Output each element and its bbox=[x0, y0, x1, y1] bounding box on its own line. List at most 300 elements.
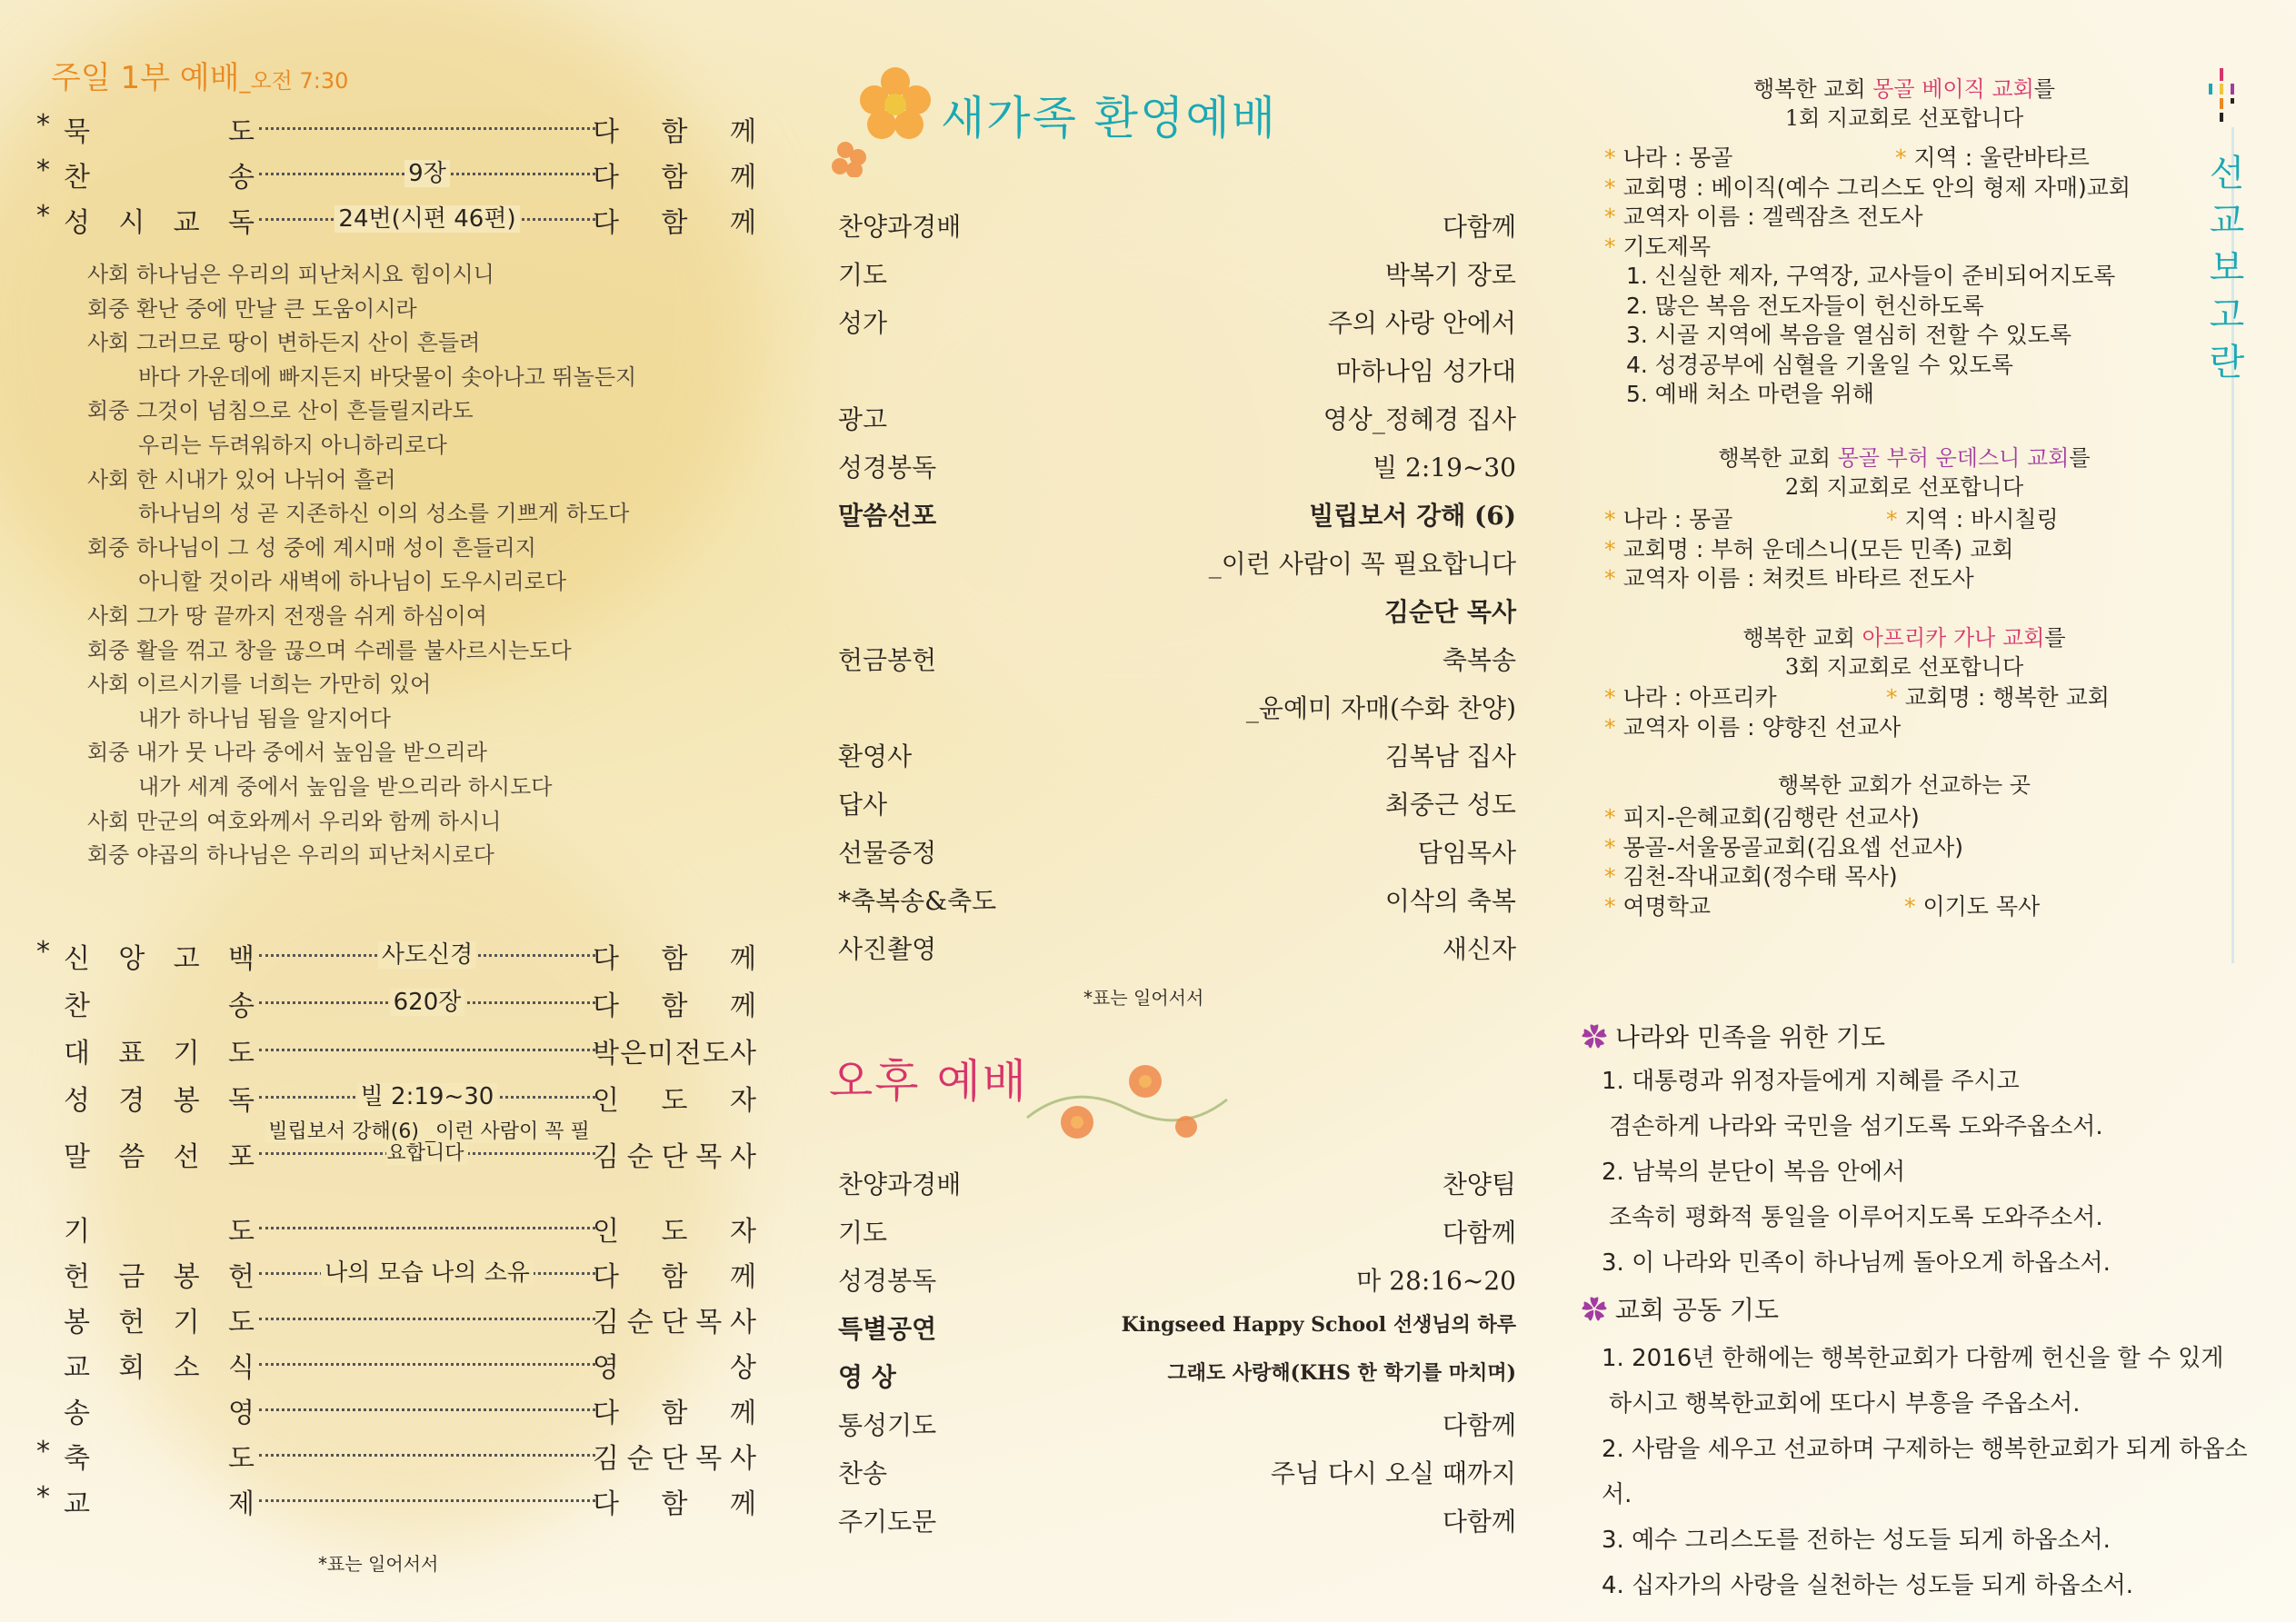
char: 시 bbox=[118, 207, 145, 239]
service-detail: 박복기 장로 bbox=[1384, 260, 1516, 290]
cross-logo-icon bbox=[2204, 64, 2241, 145]
char: 헌 bbox=[118, 1307, 145, 1338]
service-item: 찬송 bbox=[838, 1458, 888, 1488]
psalm-line: 사회 한 시내가 있어 나뉘어 흘러 bbox=[87, 466, 396, 493]
service-row bbox=[838, 1165, 1516, 1205]
dotted-leader bbox=[259, 1049, 595, 1051]
prayer-line: 3. 예수 그리스도를 전하는 성도들 되게 하옵소서. bbox=[1602, 1527, 2111, 1554]
order-item-detail bbox=[259, 983, 595, 1017]
mission-place bbox=[1604, 892, 2195, 922]
psalm-line: 우리는 두려워하지 아니하리로다 bbox=[138, 432, 447, 458]
char: 목 bbox=[695, 1307, 723, 1338]
dotted-leader bbox=[259, 1499, 595, 1502]
char: 께 bbox=[730, 207, 756, 239]
service-item: 환영사 bbox=[838, 741, 913, 771]
service-item: 통성기도 bbox=[838, 1410, 937, 1440]
psalm-line: 내가 하나님 됨을 알지어다 bbox=[138, 705, 391, 731]
char: 말 bbox=[64, 1141, 90, 1173]
char: 목 bbox=[695, 1443, 723, 1475]
order-item-name bbox=[64, 1078, 255, 1118]
star-mark: * bbox=[1604, 863, 1623, 890]
order-row bbox=[36, 109, 756, 148]
char: 함 bbox=[661, 943, 688, 975]
char: 성 bbox=[64, 1085, 90, 1117]
order-item-detail bbox=[259, 154, 595, 188]
service-row bbox=[838, 1502, 1516, 1542]
order-item-leader bbox=[593, 200, 756, 240]
order-item-leader bbox=[593, 1254, 756, 1294]
order-item-detail bbox=[259, 936, 595, 970]
char: 앙 bbox=[118, 943, 145, 975]
psalm-line: 바다 가운데에 빠지든지 바닷물이 솟아나고 뛰놀든지 bbox=[138, 363, 637, 390]
prayer-topic: 3. 시골 지역에 복음을 열심히 전할 수 있도록 bbox=[1626, 322, 2072, 348]
order-item-leader bbox=[593, 1436, 756, 1476]
char: 도 bbox=[228, 1216, 255, 1248]
order-item-detail bbox=[259, 1078, 595, 1111]
service-row bbox=[838, 304, 1516, 343]
order-row bbox=[36, 983, 756, 1022]
service-item: 기도 bbox=[838, 260, 888, 290]
char: 도 bbox=[228, 1443, 255, 1475]
order-row bbox=[36, 1299, 756, 1338]
psalm-line: 사회 만군의 여호와께서 우리와 함께 하시니 bbox=[87, 808, 502, 834]
mission-place bbox=[1604, 803, 2195, 833]
psalm-line: 회중 내가 뭇 나라 중에서 높임을 받으리라 bbox=[87, 740, 487, 766]
service-detail: 새신자 bbox=[1442, 934, 1516, 964]
char: 김 bbox=[593, 1443, 619, 1475]
service-detail: Kingseed Happy School 선생님의 하루 bbox=[1121, 1313, 1516, 1337]
service-detail: 김복남 집사 bbox=[1384, 741, 1516, 771]
order-row bbox=[36, 154, 756, 194]
prayer-line: 조속히 평화적 통일을 이루어지도록 도와주소서. bbox=[1609, 1204, 2103, 1231]
char: 께 bbox=[730, 990, 756, 1022]
service-detail: 담임목사 bbox=[1417, 838, 1516, 868]
service-detail: 다함께 bbox=[1442, 212, 1516, 242]
service-row bbox=[838, 448, 1516, 488]
service-row bbox=[838, 400, 1516, 440]
char: 표 bbox=[118, 1038, 145, 1070]
service-detail: 빌립보서 강해 (6) bbox=[1309, 501, 1516, 531]
char: 전 bbox=[674, 1038, 702, 1070]
service-item: 말씀선포 bbox=[838, 501, 937, 531]
order-item-name bbox=[64, 1254, 255, 1294]
char: 께 bbox=[730, 116, 756, 148]
mission-place-text: 몽골-서울몽골교회(김요셉 선교사) bbox=[1622, 833, 1964, 861]
char: 함 bbox=[661, 162, 688, 194]
char: 다 bbox=[593, 1261, 619, 1293]
char: 선 bbox=[173, 1141, 200, 1173]
char: 미 bbox=[647, 1038, 674, 1070]
char: 단 bbox=[661, 1443, 688, 1475]
service-detail: _이런 사람이 꼭 필요합니다 bbox=[1208, 549, 1516, 579]
service-item: 찬양과경배 bbox=[838, 212, 962, 242]
dotted-leader bbox=[259, 1318, 595, 1320]
prayer-line: 겸손하게 나라와 국민을 섬기도록 도와주옵소서. bbox=[1609, 1113, 2103, 1140]
detail-text: 9장 bbox=[404, 160, 450, 187]
mission-place-text: 여명학교 bbox=[1622, 892, 1712, 920]
title-char: 란 bbox=[2209, 342, 2245, 383]
service-row bbox=[838, 1358, 1516, 1398]
psalm-line: 회중 그것이 넘침으로 산이 흔들릴지라도 bbox=[87, 398, 474, 424]
order-row bbox=[36, 1436, 756, 1475]
prayer-line: 3. 이 나라와 민족이 하나님께 돌아오게 하옵소서. bbox=[1602, 1249, 2111, 1277]
order-item-name bbox=[64, 1436, 255, 1476]
service-detail: 주님 다시 오실 때까지 bbox=[1270, 1458, 1516, 1488]
order-row bbox=[36, 1030, 756, 1070]
dotted-leader bbox=[259, 1408, 595, 1411]
flower-bullet-icon: ✿ bbox=[1582, 1295, 1608, 1325]
national-prayer-list bbox=[1582, 1059, 2254, 1286]
psalm-line: 하나님의 성 곧 지존하신 이의 성소를 기쁘게 하도다 bbox=[138, 501, 630, 527]
char: 교 bbox=[64, 1488, 90, 1520]
char: 독 bbox=[227, 1085, 255, 1117]
order-item-detail bbox=[259, 1254, 595, 1288]
order-item-name bbox=[64, 1030, 255, 1070]
star-mark: * bbox=[1604, 833, 1623, 861]
char: 백 bbox=[227, 943, 255, 975]
service-detail: 주의 사랑 안에서 bbox=[1327, 308, 1516, 338]
detail-text: 빌 2:19~30 bbox=[357, 1083, 498, 1110]
char: 순 bbox=[626, 1443, 654, 1475]
order-item-leader bbox=[593, 1134, 756, 1174]
service-detail: 이삭의 축복 bbox=[1384, 886, 1516, 916]
char: 금 bbox=[118, 1261, 145, 1293]
service-detail: 축복송 bbox=[1442, 645, 1516, 675]
order-item-name bbox=[64, 1481, 255, 1521]
order-row bbox=[36, 936, 756, 975]
service-row bbox=[838, 1406, 1516, 1446]
char: 사 bbox=[730, 1141, 756, 1173]
char: 단 bbox=[661, 1141, 688, 1173]
char: 도 bbox=[227, 1307, 255, 1338]
char: 김 bbox=[593, 1141, 619, 1173]
order-row bbox=[36, 1120, 756, 1173]
order-item-leader bbox=[593, 1078, 756, 1118]
char: 다 bbox=[593, 116, 619, 148]
char: 도 bbox=[702, 1038, 729, 1070]
char: 도 bbox=[661, 1216, 688, 1248]
order-row bbox=[36, 1481, 756, 1520]
char: 다 bbox=[593, 990, 619, 1022]
psalm-line: 회중 활을 꺾고 창을 끊으며 수레를 불사르시는도다 bbox=[87, 637, 572, 663]
char: 헌 bbox=[227, 1261, 255, 1293]
order-item-name bbox=[64, 1390, 255, 1430]
church-1-heading: 행복한 교회 몽골 베이직 교회를 1회 지교회로 선포합니다 bbox=[1753, 76, 2055, 131]
prayer-line: 2. 사람을 세우고 선교하며 구제하는 행복한교회가 되게 하옵소서. bbox=[1602, 1436, 2248, 1508]
service-detail: 다함께 bbox=[1442, 1507, 1516, 1537]
char: 함 bbox=[661, 1488, 688, 1520]
service-detail: 마 28:16~20 bbox=[1356, 1266, 1516, 1296]
detail-text: 620장 bbox=[390, 989, 465, 1016]
service-item: 기도 bbox=[838, 1218, 888, 1248]
responsive-reading bbox=[87, 258, 742, 873]
welcome-service-title: 새가족 환영예배 bbox=[941, 92, 1277, 144]
char: 순 bbox=[626, 1141, 654, 1173]
star-mark: * bbox=[1604, 892, 1623, 920]
mission-place bbox=[1604, 862, 2195, 892]
afternoon-service-title: 오후 예배 bbox=[829, 1055, 1029, 1108]
char: 독 bbox=[227, 207, 255, 239]
char: 자 bbox=[730, 1216, 756, 1248]
service-row bbox=[838, 1309, 1516, 1349]
service-item: 성가 bbox=[838, 308, 888, 338]
psalm-line: 회중 환난 중에 만날 큰 도움이시라 bbox=[87, 295, 417, 322]
char: 포 bbox=[227, 1141, 255, 1173]
char: 제 bbox=[228, 1488, 255, 1520]
order-item-leader bbox=[593, 983, 756, 1023]
service-row bbox=[838, 1261, 1516, 1301]
service-row bbox=[838, 641, 1516, 681]
char: 교 bbox=[64, 1352, 90, 1384]
char: 기 bbox=[64, 1216, 90, 1248]
prayer-topics bbox=[1604, 262, 2195, 410]
flower-bullet-icon: ✿ bbox=[1582, 1022, 1608, 1052]
char: 김 bbox=[593, 1307, 619, 1338]
order-item-name bbox=[64, 936, 255, 976]
char: 순 bbox=[626, 1307, 654, 1338]
service-detail: 마하나임 성가대 bbox=[1335, 356, 1516, 386]
char: 기 bbox=[173, 1307, 200, 1338]
welcome-service-column bbox=[800, 0, 1516, 1622]
order-item-leader bbox=[593, 154, 756, 194]
char: 교 bbox=[173, 207, 200, 239]
char: 헌 bbox=[64, 1261, 90, 1293]
char: 사 bbox=[730, 1038, 756, 1070]
mission-places-heading: 행복한 교회가 선교하는 곳 bbox=[1778, 772, 2031, 798]
dotted-leader bbox=[259, 1227, 595, 1229]
char: 다 bbox=[593, 1488, 619, 1520]
char: 송 bbox=[228, 990, 255, 1022]
psalm-line: 사회 그러므로 땅이 변하든지 산이 흔들려 bbox=[87, 330, 481, 356]
service-row bbox=[838, 255, 1516, 295]
char: 께 bbox=[730, 1261, 756, 1293]
char: 함 bbox=[661, 1398, 688, 1429]
standing-note: *표는 일어서서 bbox=[1083, 987, 1204, 1009]
order-item-leader bbox=[593, 109, 756, 149]
star-mark: * bbox=[1604, 804, 1623, 831]
char: 상 bbox=[730, 1352, 756, 1384]
service-item: 답사 bbox=[838, 790, 888, 820]
order-item-detail bbox=[259, 200, 595, 234]
char: 사 bbox=[730, 1443, 756, 1475]
detail-text: 나의 모습 나의 소유 bbox=[321, 1259, 534, 1287]
order-item-name bbox=[64, 983, 255, 1023]
detail-text: 사도신경 bbox=[378, 941, 476, 969]
char: 께 bbox=[730, 162, 756, 194]
dotted-leader bbox=[259, 1363, 595, 1366]
char: 봉 bbox=[64, 1307, 90, 1338]
church-2-info: * 나라 : 몽골 * 지역 : 바시칠링 * 교회명 : 부허 운데스니(모든 민족) 교회 * 교역자 이름 : 쳐컷트 바타르 전도사 bbox=[1604, 506, 2059, 592]
order-row bbox=[36, 1345, 756, 1384]
service-detail: 찬양팀 bbox=[1442, 1169, 1516, 1199]
char: 회 bbox=[118, 1352, 145, 1384]
service-item: 성경봉독 bbox=[838, 1266, 937, 1296]
char: 봉 bbox=[173, 1085, 200, 1117]
mission-place-text: 피지-은혜교회(김행란 선교사) bbox=[1622, 804, 1920, 831]
order-item-leader bbox=[593, 1030, 756, 1070]
psalm-line: 사회 하나님은 우리의 피난처시요 힘이시니 bbox=[87, 262, 494, 287]
order-item-name bbox=[64, 1345, 255, 1385]
char: 목 bbox=[695, 1141, 723, 1173]
service-item: 영 상 bbox=[838, 1362, 896, 1392]
star-mark: * bbox=[36, 154, 50, 186]
mission-places-list bbox=[1604, 803, 2195, 921]
star-mark: * bbox=[36, 200, 50, 232]
service-item: 광고 bbox=[838, 404, 888, 434]
mission-report-vertical-title bbox=[2209, 150, 2245, 386]
service-row bbox=[838, 930, 1516, 970]
first-service-column bbox=[0, 0, 764, 1622]
mission-place bbox=[1904, 892, 2040, 922]
order-row bbox=[36, 1390, 756, 1429]
standing-note: *표는 일어서서 bbox=[318, 1553, 439, 1575]
char: 영 bbox=[593, 1352, 619, 1384]
service-item: 주기도문 bbox=[838, 1507, 937, 1537]
char: 단 bbox=[661, 1307, 688, 1338]
service-detail: 영상_정혜경 집사 bbox=[1323, 404, 1516, 434]
char: 함 bbox=[661, 1261, 688, 1293]
char: 소 bbox=[173, 1352, 200, 1384]
prayer-line: 1. 대통령과 위정자들에게 지혜를 주시고 bbox=[1602, 1068, 2020, 1095]
order-item-leader bbox=[593, 1481, 756, 1521]
service-row bbox=[838, 833, 1516, 873]
church-2-heading: 행복한 교회 몽골 부허 운데스니 교회를 2회 지교회로 선포합니다 bbox=[1718, 445, 2091, 500]
prayer-line: 1. 2016년 한해에는 행복한교회가 다함께 헌신을 할 수 있게 bbox=[1602, 1345, 2224, 1372]
star-mark: * bbox=[1904, 892, 1923, 920]
char: 기 bbox=[173, 1038, 200, 1070]
char: 축 bbox=[64, 1443, 90, 1475]
service-item: 선물증정 bbox=[838, 838, 937, 868]
flower-icon bbox=[818, 50, 945, 177]
order-row bbox=[36, 200, 756, 239]
church-prayer-list bbox=[1582, 1336, 2272, 1608]
service-item: 헌금봉헌 bbox=[838, 645, 937, 675]
psalm-line: 회중 야곱의 하나님은 우리의 피난처시로다 bbox=[87, 842, 494, 869]
char: 도 bbox=[661, 1085, 688, 1117]
service-title: 주일 1부 예배_오전 7:30 bbox=[51, 60, 349, 96]
order-item-leader bbox=[593, 1299, 756, 1339]
char: 찬 bbox=[64, 990, 90, 1022]
church-prayer-title: ✿ 교회 공동 기도 bbox=[1582, 1295, 1780, 1325]
char: 께 bbox=[730, 1488, 756, 1520]
service-detail: 최중근 성도 bbox=[1384, 790, 1516, 820]
char: 자 bbox=[730, 1085, 756, 1117]
church-3-info: * 나라 : 아프리카 * 교회명 : 행복한 교회 * 교역자 이름 : 양향진 선교사 bbox=[1604, 684, 2110, 741]
service-row bbox=[838, 544, 1516, 584]
char: 다 bbox=[593, 207, 619, 239]
national-prayer-title: ✿ 나라와 민족을 위한 기도 bbox=[1582, 1022, 1886, 1052]
order-row bbox=[36, 1078, 756, 1117]
flower-icon bbox=[1018, 1045, 1236, 1145]
order-item-leader bbox=[593, 1209, 756, 1249]
char: 다 bbox=[593, 162, 619, 194]
psalm-line: 사회 이르시기를 너희는 가만히 있어 bbox=[87, 672, 432, 698]
char: 경 bbox=[118, 1085, 145, 1117]
char: 은 bbox=[620, 1038, 647, 1070]
order-item-name bbox=[64, 1134, 255, 1174]
service-row bbox=[838, 352, 1516, 392]
char: 씀 bbox=[118, 1141, 145, 1173]
char: 도 bbox=[227, 1038, 255, 1070]
char: 께 bbox=[730, 1398, 756, 1429]
char: 다 bbox=[593, 943, 619, 975]
psalm-line: 아니할 것이라 새벽에 하나님이 도우시리로다 bbox=[138, 569, 567, 595]
title-char: 교 bbox=[2209, 200, 2245, 242]
psalm-line: 회중 하나님이 그 성 중에 계시매 성이 흔들리지 bbox=[87, 534, 536, 561]
order-item-detail bbox=[259, 1121, 595, 1165]
service-item: *축복송&축도 bbox=[838, 886, 997, 916]
order-row bbox=[36, 1254, 756, 1293]
char: 영 bbox=[228, 1398, 255, 1429]
prayer-line: 2. 남북의 분단이 복음 안에서 bbox=[1602, 1159, 1906, 1186]
char: 찬 bbox=[64, 162, 90, 194]
mission-place bbox=[1604, 833, 2195, 863]
church-3-heading: 행복한 교회 아프리카 가나 교회를 3회 지교회로 선포합니다 bbox=[1742, 625, 2066, 680]
char: 송 bbox=[228, 162, 255, 194]
mission-report-column bbox=[1577, 0, 2286, 1622]
mission-place-text: 김천-작내교회(정수태 목사) bbox=[1622, 863, 1898, 890]
service-detail: 다함께 bbox=[1442, 1410, 1516, 1440]
star-mark: * bbox=[36, 936, 50, 968]
prayer-line: 4. 십자가의 사랑을 실천하는 성도들 되게 하옵소서. bbox=[1602, 1572, 2133, 1599]
service-row bbox=[838, 592, 1516, 632]
service-row bbox=[838, 881, 1516, 921]
prayer-topic: 2. 많은 복음 전도자들이 헌신하도록 bbox=[1626, 292, 1984, 319]
order-item-leader bbox=[593, 936, 756, 976]
service-row bbox=[838, 689, 1516, 729]
char: 사 bbox=[730, 1307, 756, 1338]
char: 박 bbox=[593, 1038, 619, 1070]
order-item-name bbox=[64, 200, 255, 240]
service-item: 성경봉독 bbox=[838, 453, 937, 483]
char: 인 bbox=[593, 1085, 619, 1117]
char: 대 bbox=[64, 1038, 90, 1070]
char: 신 bbox=[64, 943, 90, 975]
dotted-leader bbox=[259, 127, 595, 130]
title-char: 보 bbox=[2209, 247, 2245, 289]
prayer-topic: 5. 예배 처소 마련을 위해 bbox=[1626, 381, 1874, 407]
star-mark: * bbox=[36, 109, 50, 141]
service-detail: 빌 2:19~30 bbox=[1373, 453, 1516, 483]
service-row bbox=[838, 737, 1516, 777]
star-mark: * bbox=[36, 1481, 50, 1513]
char: 성 bbox=[64, 207, 90, 239]
psalm-line: 내가 세계 중에서 높임을 받으리라 하시도다 bbox=[138, 773, 553, 800]
mission-place-text: 이기도 목사 bbox=[1922, 892, 2041, 920]
char: 함 bbox=[661, 990, 688, 1022]
char: 송 bbox=[64, 1398, 90, 1429]
order-item-name bbox=[64, 154, 255, 194]
order-item-leader bbox=[593, 1345, 756, 1385]
service-item: 사진촬영 bbox=[838, 934, 937, 964]
order-item-name bbox=[64, 1299, 255, 1339]
detail-text: 24번(시편 46편) bbox=[334, 205, 519, 233]
detail-text: 빌립보서 강해(6) _이런 사람이 꼭 필요합니다 bbox=[265, 1120, 589, 1165]
dotted-leader bbox=[259, 1454, 595, 1457]
order-row bbox=[36, 1209, 756, 1248]
service-row bbox=[838, 1213, 1516, 1253]
service-row bbox=[838, 496, 1516, 536]
char: 께 bbox=[730, 943, 756, 975]
order-item-name bbox=[64, 1209, 255, 1249]
char: 봉 bbox=[173, 1261, 200, 1293]
prayer-topic: 1. 신실한 제자, 구역장, 교사들이 준비되어지도록 bbox=[1626, 263, 2116, 289]
char: 인 bbox=[593, 1216, 619, 1248]
char: 함 bbox=[661, 116, 688, 148]
title-char: 선 bbox=[2209, 153, 2245, 194]
title-char: 고 bbox=[2209, 294, 2245, 336]
prayer-line: 하시고 행복한교회에 또다시 부흥을 주옵소서. bbox=[1609, 1390, 2081, 1418]
